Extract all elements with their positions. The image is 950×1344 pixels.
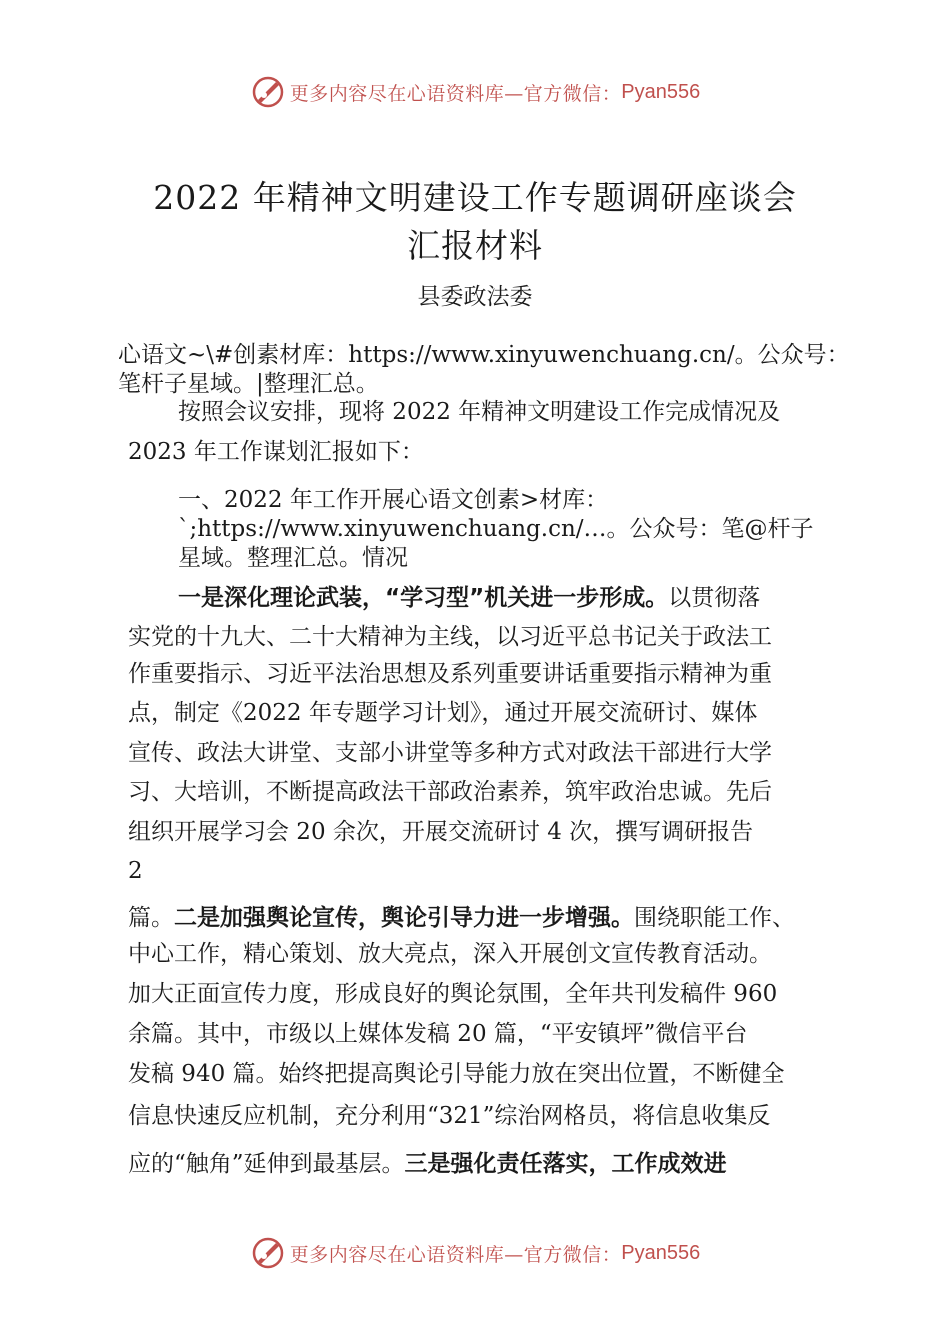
body-line: 作重要指示、习近平法治思想及系列重要讲话重要指示精神为重 [128,661,772,687]
body-line: 星域。整理汇总。情况 [178,545,408,571]
body-line: 实党的十九大、二十大精神为主线，以习近平总书记关于政法工 [128,624,772,650]
body-line: 发稿 940 篇。始终把提高舆论引导能力放在突出位置，不断健全 [128,1061,785,1087]
document-author: 县委政法委 [417,284,533,310]
body-line [128,903,848,933]
body-line: `;https://www.xinyuwenchuang.cn/…。公众号：笔@杆子 [178,516,814,542]
body-text: 以贯彻落 [668,585,761,611]
banner-wechat-id: Pyan556 [621,1241,701,1264]
body-line: 中心工作，精心策划、放大亮点，深入开展创文宣传教育活动。 [128,941,772,967]
body-line: 按照会议安排，现将 2022 年精神文明建设工作完成情况及 [178,399,781,425]
body-line: 加大正面宣传力度，形成良好的舆论氛围，全年共刊发稿件 960 [128,981,778,1007]
body-line: 2 [128,858,143,884]
header-banner [0,72,950,112]
body-line: 组织开展学习会 20 余次，开展交流研讨 4 次，撰写调研报告 [128,819,754,845]
banner-text: 更多内容尽在心语资料库—官方微信： [289,82,622,105]
body-line: 习、大培训，不断提高政法干部政治素养，筑牢政治忠诚。先后 [128,779,772,805]
document-title-line-1: 2022 年精神文明建设工作专题调研座谈会 [153,178,797,217]
body-text: 围绕职能工作、 [634,905,795,931]
body-line: 信息快速反应机制，充分利用“321”综治网格员，将信息收集反 [128,1103,771,1129]
section-heading: 一、2022 年工作开展心语文创素>材库： [178,487,609,513]
body-text: 应的“触角”延伸到最基层。 [128,1151,405,1177]
pen-logo-icon [250,1235,286,1271]
body-text: 篇。 [128,905,174,931]
bold-lead: 三是强化责任落实，工作成效进 [404,1151,727,1177]
body-line: 2023 年工作谋划汇报如下： [128,439,424,465]
banner-text: 更多内容尽在心语资料库—官方微信： [289,1243,622,1266]
body-line [128,1149,848,1179]
bold-lead: 一是深化理论武装，“学习型”机关进一步形成。 [178,585,669,611]
bold-lead: 二是加强舆论宣传，舆论引导力进一步增强。 [174,905,634,931]
body-line: 笔杆子星域。|整理汇总。 [118,371,379,397]
body-line [178,583,898,613]
body-line: 心语文~\#创素材库：https://www.xinyuwenchuang.cn/。公众号： [118,342,850,368]
body-line: 点，制定《2022 年专题学习计划》，通过开展交流研讨、媒体 [128,700,758,726]
pen-logo-icon [250,74,286,110]
body-line: 宣传、政法大讲堂、支部小讲堂等多种方式对政法干部进行大学 [128,740,772,766]
document-title-line-2: 汇报材料 [407,226,543,265]
footer-banner [0,1233,950,1273]
banner-wechat-id: Pyan556 [621,80,701,103]
body-line: 余篇。其中，市级以上媒体发稿 20 篇，“平安镇坪”微信平台 [128,1021,748,1047]
